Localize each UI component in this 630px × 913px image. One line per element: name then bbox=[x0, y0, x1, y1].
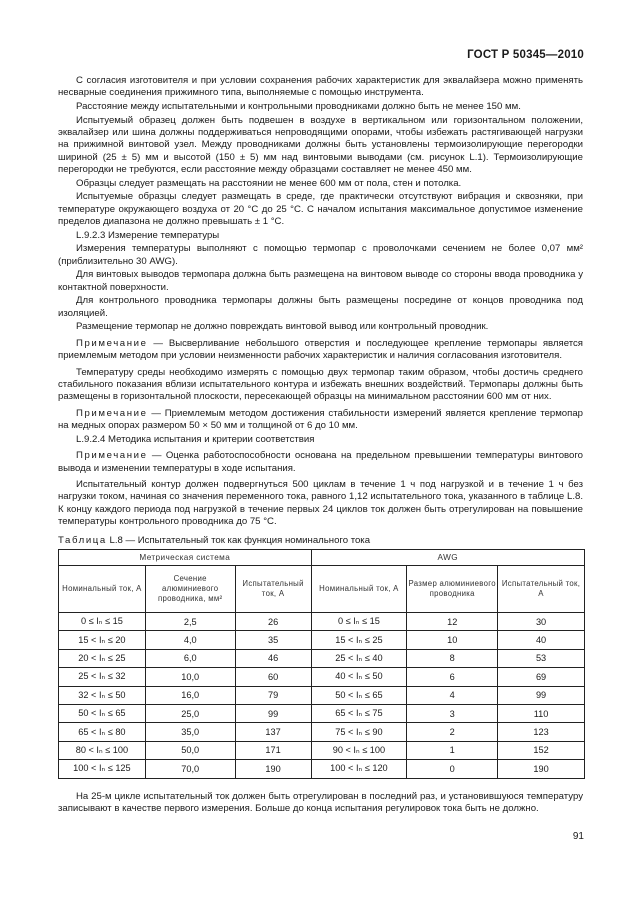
body-text bbox=[58, 75, 583, 530]
table-cell: 152 bbox=[498, 741, 585, 759]
column-header bbox=[145, 566, 235, 613]
table-cell: 50 < Iₙ ≤ 65 bbox=[311, 686, 407, 704]
paragraph: Температуру среды необходимо измерять с помощью двух термопар таким образом, чтобы достичь среднего стабильного показания вблизи испытательного контура и избежать внешних воздействий. Термопары должны быть размещены в горизонтальной плоскости, пересекающей образцы на минимальном расстоянии 600 мм от них. bbox=[58, 366, 583, 403]
table-cell: 20 < Iₙ ≤ 25 bbox=[59, 649, 146, 667]
table-cell: 110 bbox=[498, 704, 585, 722]
table-cell: 53 bbox=[498, 649, 585, 667]
table-cell: 4 bbox=[407, 686, 498, 704]
table-cell: 50 < Iₙ ≤ 65 bbox=[59, 704, 146, 722]
table-cell: 25 < Iₙ ≤ 40 bbox=[311, 649, 407, 667]
table-cell: 80 < Iₙ ≤ 100 bbox=[59, 741, 146, 759]
paragraph: Испытательный контур должен подвергнуться 500 циклам в течение 1 ч под нагрузкой и в течение 1 ч без нагрузки током, начиная со значения переменного тока, равного 1,12 испытательного тока, указанного в таблице L.8. К концу каждого периода под нагрузкой в течение первых 24 циклов ток должен быть отрегулирован на повышение температуры контрольного проводника до 75 °С. bbox=[58, 479, 583, 528]
column-header: Испытательный ток, А bbox=[235, 566, 311, 613]
table-cell: 46 bbox=[235, 649, 311, 667]
paragraph: Образцы следует размещать на расстоянии не менее 600 мм от пола, стен и потолка. bbox=[76, 177, 462, 189]
table-cell: 6 bbox=[407, 668, 498, 686]
table-row bbox=[59, 686, 585, 704]
table-caption-text: L.8 — Испытательный ток как функция номинального тока bbox=[106, 535, 371, 546]
table-cell: 40 bbox=[498, 631, 585, 649]
column-header: Испытательный ток, А bbox=[498, 566, 585, 613]
paragraph: Расстояние между испытательными и контрольными проводниками должно быть не менее 150 мм. bbox=[76, 101, 521, 112]
paragraph: Измерения температуры выполняют с помощью термопар с проволочками сечением не более 0,07 мм² (приблизительно 30 AWG). bbox=[58, 243, 583, 267]
table-caption bbox=[58, 535, 370, 546]
paragraph: С согласия изготовителя и при условии сохранения рабочих характеристик для эквалайзера можно применять несварные соединения прижимного типа, выполняемые с помощью инструмента. bbox=[58, 75, 583, 99]
table-cell: 15 < Iₙ ≤ 25 bbox=[311, 631, 407, 649]
table-row bbox=[59, 704, 585, 722]
table-row bbox=[59, 668, 585, 686]
table-cell: 3 bbox=[407, 704, 498, 722]
table-cell: 2 bbox=[407, 723, 498, 741]
table-cell: 1 bbox=[407, 741, 498, 759]
table-cell: 0 ≤ Iₙ ≤ 15 bbox=[59, 613, 146, 631]
table-cell: 2,5 bbox=[145, 613, 235, 631]
table-row bbox=[59, 649, 585, 667]
table-cell: 65 < Iₙ ≤ 80 bbox=[59, 723, 146, 741]
test-current-table bbox=[58, 549, 585, 779]
table-cell: 70,0 bbox=[145, 760, 235, 778]
table-cell: 8 bbox=[407, 649, 498, 667]
note-label: Примечание bbox=[76, 407, 148, 419]
table-cell: 32 < Iₙ ≤ 50 bbox=[59, 686, 146, 704]
section-heading: L.9.2.4 Методика испытания и критерии соответствия bbox=[76, 433, 315, 445]
table-cell: 60 bbox=[235, 668, 311, 686]
note: Примечание — Оценка работоспособности основана на предельном превышении температуры винтового вывода и изменении температуры в ходе испытания. bbox=[58, 450, 583, 474]
table-cell: 0 bbox=[407, 760, 498, 778]
table-cell: 79 bbox=[235, 686, 311, 704]
table-cell: 25 < Iₙ ≤ 32 bbox=[59, 668, 146, 686]
document-header: ГОСТ Р 50345—2010 bbox=[467, 49, 584, 61]
column-header-section: Сечение алюминиевого проводника, мм² bbox=[158, 574, 223, 603]
table-cell: 99 bbox=[498, 686, 585, 704]
table-row bbox=[59, 741, 585, 759]
table-cell: 10,0 bbox=[145, 668, 235, 686]
table-cell: 30 bbox=[498, 613, 585, 631]
note-label: Примечание bbox=[76, 337, 148, 349]
column-header: Номинальный ток, А bbox=[59, 566, 146, 613]
table-cell: 137 bbox=[235, 723, 311, 741]
table-cell: 171 bbox=[235, 741, 311, 759]
table-cell: 40 < Iₙ ≤ 50 bbox=[311, 668, 407, 686]
table-cell: 4,0 bbox=[145, 631, 235, 649]
table-caption-word: Таблица bbox=[58, 535, 107, 546]
table-cell: 10 bbox=[407, 631, 498, 649]
paragraph: На 25-м цикле испытательный ток должен быть отрегулирован в последний раз, и установившуюся температуру записывают в качестве первого измерения. Больше до конца испытания регулировок тока быть не должно. bbox=[58, 791, 583, 815]
paragraph: Испытуемые образцы следует размещать в среде, где практически отсутствуют вибрация и сквозняки, при температуре окружающего воздуха от 20 °С до 25 °С. С началом испытания максимальное допустимое изменение пределов диапазона не должно превышать ± 1 °С. bbox=[58, 191, 583, 228]
table-row bbox=[59, 760, 585, 778]
section-heading: L.9.2.3 Измерение температуры bbox=[76, 229, 220, 241]
paragraph: Для контрольного проводника термопары должны быть размещены посредине от концов проводника под изоляцией. bbox=[58, 295, 583, 319]
table-cell: 90 < Iₙ ≤ 100 bbox=[311, 741, 407, 759]
column-header: Размер алюминиевого проводника bbox=[407, 566, 498, 613]
table-cell: 0 ≤ Iₙ ≤ 15 bbox=[311, 613, 407, 631]
table-body bbox=[59, 613, 585, 779]
table-cell: 65 < Iₙ ≤ 75 bbox=[311, 704, 407, 722]
paragraph: Испытуемый образец должен быть подвешен в воздухе в вертикальном или горизонтальном положении, эквалайзер или шина должны поддерживаться непроводящими опорами, чтобы избежать растягивающей нагрузки на прижимной винтовой узел. Между проводниками должны быть установлены термоизолирующие перегородки шириной (25 ± 5) мм и высотой (150 ± 5) мм над винтовыми выводами (см. рисунок L.1). Термоизолирующие перегородки не требуются, если расстояние между образцами составляет не менее 450 мм. bbox=[58, 114, 583, 176]
table-cell: 12 bbox=[407, 613, 498, 631]
table-cell: 15 < Iₙ ≤ 20 bbox=[59, 631, 146, 649]
table-cell: 50,0 bbox=[145, 741, 235, 759]
footer-text bbox=[58, 791, 583, 816]
table-cell: 6,0 bbox=[145, 649, 235, 667]
table-row bbox=[59, 723, 585, 741]
note: Примечание — Приемлемым методом достижения стабильности измерений является крепление термопар на медных опорах размером 50 × 50 мм и толщиной от 6 до 10 мм. bbox=[58, 407, 583, 432]
table-cell: 100 < Iₙ ≤ 120 bbox=[311, 760, 407, 778]
table-cell: 26 bbox=[235, 613, 311, 631]
note: Примечание — Высверливание небольшого отверстия и последующее крепление термопары является приемлемым методом при условии неизменности рабочих характеристик и наличия согласования изготовителя. bbox=[58, 337, 583, 362]
paragraph: Размещение термопар не должно повреждать винтовой вывод или контрольный проводник. bbox=[76, 321, 489, 333]
page-number: 91 bbox=[572, 831, 584, 842]
table-cell: 99 bbox=[235, 704, 311, 722]
table-cell: 25,0 bbox=[145, 704, 235, 722]
table-cell: 69 bbox=[498, 668, 585, 686]
group-header-awg: AWG bbox=[311, 550, 584, 566]
note-label: Примечание bbox=[76, 450, 148, 462]
table-cell: 35,0 bbox=[145, 723, 235, 741]
table-cell: 190 bbox=[235, 760, 311, 778]
table-cell: 190 bbox=[498, 760, 585, 778]
table-row bbox=[59, 631, 585, 649]
table-row bbox=[59, 613, 585, 631]
table-cell: 35 bbox=[235, 631, 311, 649]
column-header: Номинальный ток, А bbox=[311, 566, 407, 613]
group-header-metric: Метрическая система bbox=[59, 550, 312, 566]
table-cell: 123 bbox=[498, 723, 585, 741]
table-cell: 16,0 bbox=[145, 686, 235, 704]
table-cell: 100 < Iₙ ≤ 125 bbox=[59, 760, 146, 778]
paragraph: Для винтовых выводов термопара должна быть размещена на винтовом выводе со стороны ввода проводника у контактной поверхности. bbox=[58, 269, 583, 293]
table-cell: 75 < Iₙ ≤ 90 bbox=[311, 723, 407, 741]
